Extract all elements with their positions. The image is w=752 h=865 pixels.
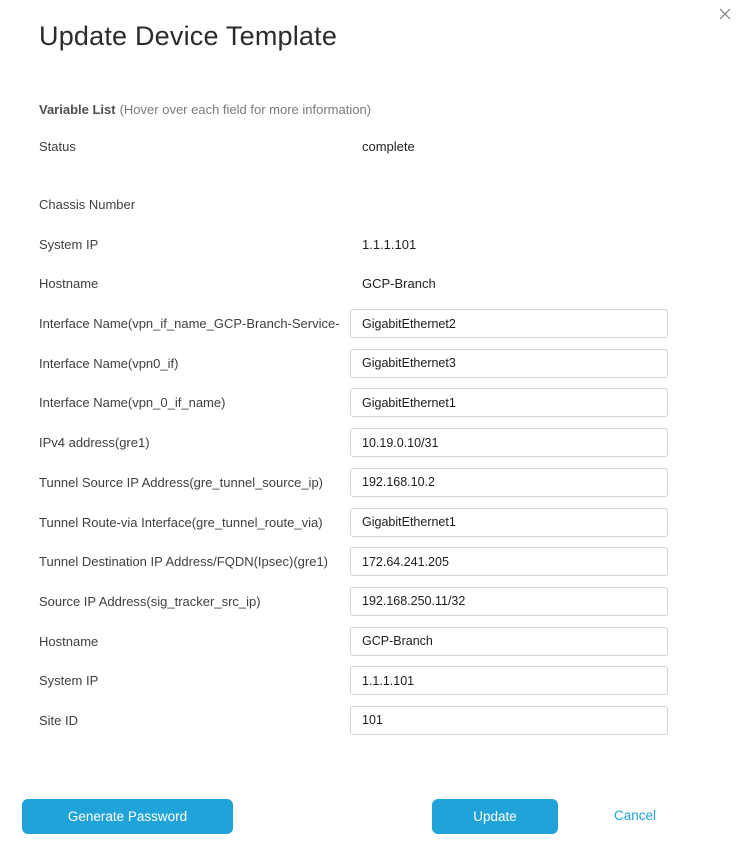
variable-row <box>39 343 713 383</box>
variable-row <box>39 502 713 542</box>
variable-label: System IP <box>39 673 99 689</box>
variable-row <box>39 621 713 661</box>
update-button[interactable]: Update <box>432 799 558 834</box>
variable-input[interactable] <box>350 627 668 656</box>
variable-label: Tunnel Route-via Interface(gre_tunnel_route_via) <box>39 514 323 530</box>
variable-input[interactable] <box>350 666 668 695</box>
variable-label: Chassis Number <box>39 197 136 213</box>
variable-list-header <box>39 102 371 117</box>
variable-row <box>39 463 713 503</box>
variable-label: Interface Name(vpn_if_name_GCP-Branch-Service- <box>39 316 340 332</box>
variable-input[interactable] <box>350 508 668 537</box>
variable-row <box>39 264 713 304</box>
cancel-button[interactable]: Cancel <box>614 808 657 823</box>
variable-input[interactable] <box>350 547 668 576</box>
variable-row <box>39 661 713 701</box>
page-title: Update Device Template <box>39 21 338 51</box>
variable-value: 1.1.1.101 <box>362 236 417 252</box>
variable-row <box>39 582 713 622</box>
variable-row <box>39 224 713 264</box>
variable-label: System IP <box>39 236 99 252</box>
variable-row <box>39 304 713 344</box>
variable-label: IPv4 address(gre1) <box>39 435 150 451</box>
close-icon <box>718 7 732 21</box>
variable-row <box>39 701 713 741</box>
variable-input[interactable] <box>350 388 668 417</box>
variable-input[interactable] <box>350 468 668 497</box>
dialog-footer <box>0 799 752 835</box>
variable-list <box>39 127 713 740</box>
variable-input[interactable] <box>350 587 668 616</box>
variable-row <box>39 127 713 167</box>
variable-row <box>39 185 713 225</box>
variable-value: complete <box>362 139 415 155</box>
variable-input[interactable] <box>350 706 668 735</box>
variable-label: Hostname <box>39 276 99 292</box>
variable-input[interactable] <box>350 309 668 338</box>
variable-label: Source IP Address(sig_tracker_src_ip) <box>39 593 261 609</box>
variable-list-title: Variable List <box>39 102 116 117</box>
variable-input[interactable] <box>350 349 668 378</box>
variable-label: Hostname <box>39 633 99 649</box>
variable-row <box>39 542 713 582</box>
variable-row <box>39 423 713 463</box>
variable-input[interactable] <box>350 428 668 457</box>
variable-label: Interface Name(vpn0_if) <box>39 355 179 371</box>
variable-label: Status <box>39 139 76 155</box>
variable-row <box>39 383 713 423</box>
variable-list-hint: (Hover over each field for more information) <box>119 102 372 117</box>
variable-value: GCP-Branch <box>362 276 436 292</box>
close-button[interactable] <box>715 4 735 24</box>
variable-label: Tunnel Destination IP Address/FQDN(Ipsec)(gre1) <box>39 554 329 570</box>
generate-password-button[interactable]: Generate Password <box>22 799 233 834</box>
variable-label: Interface Name(vpn_0_if_name) <box>39 395 226 411</box>
variable-label: Tunnel Source IP Address(gre_tunnel_source_ip) <box>39 474 324 490</box>
variable-label: Site ID <box>39 712 79 728</box>
